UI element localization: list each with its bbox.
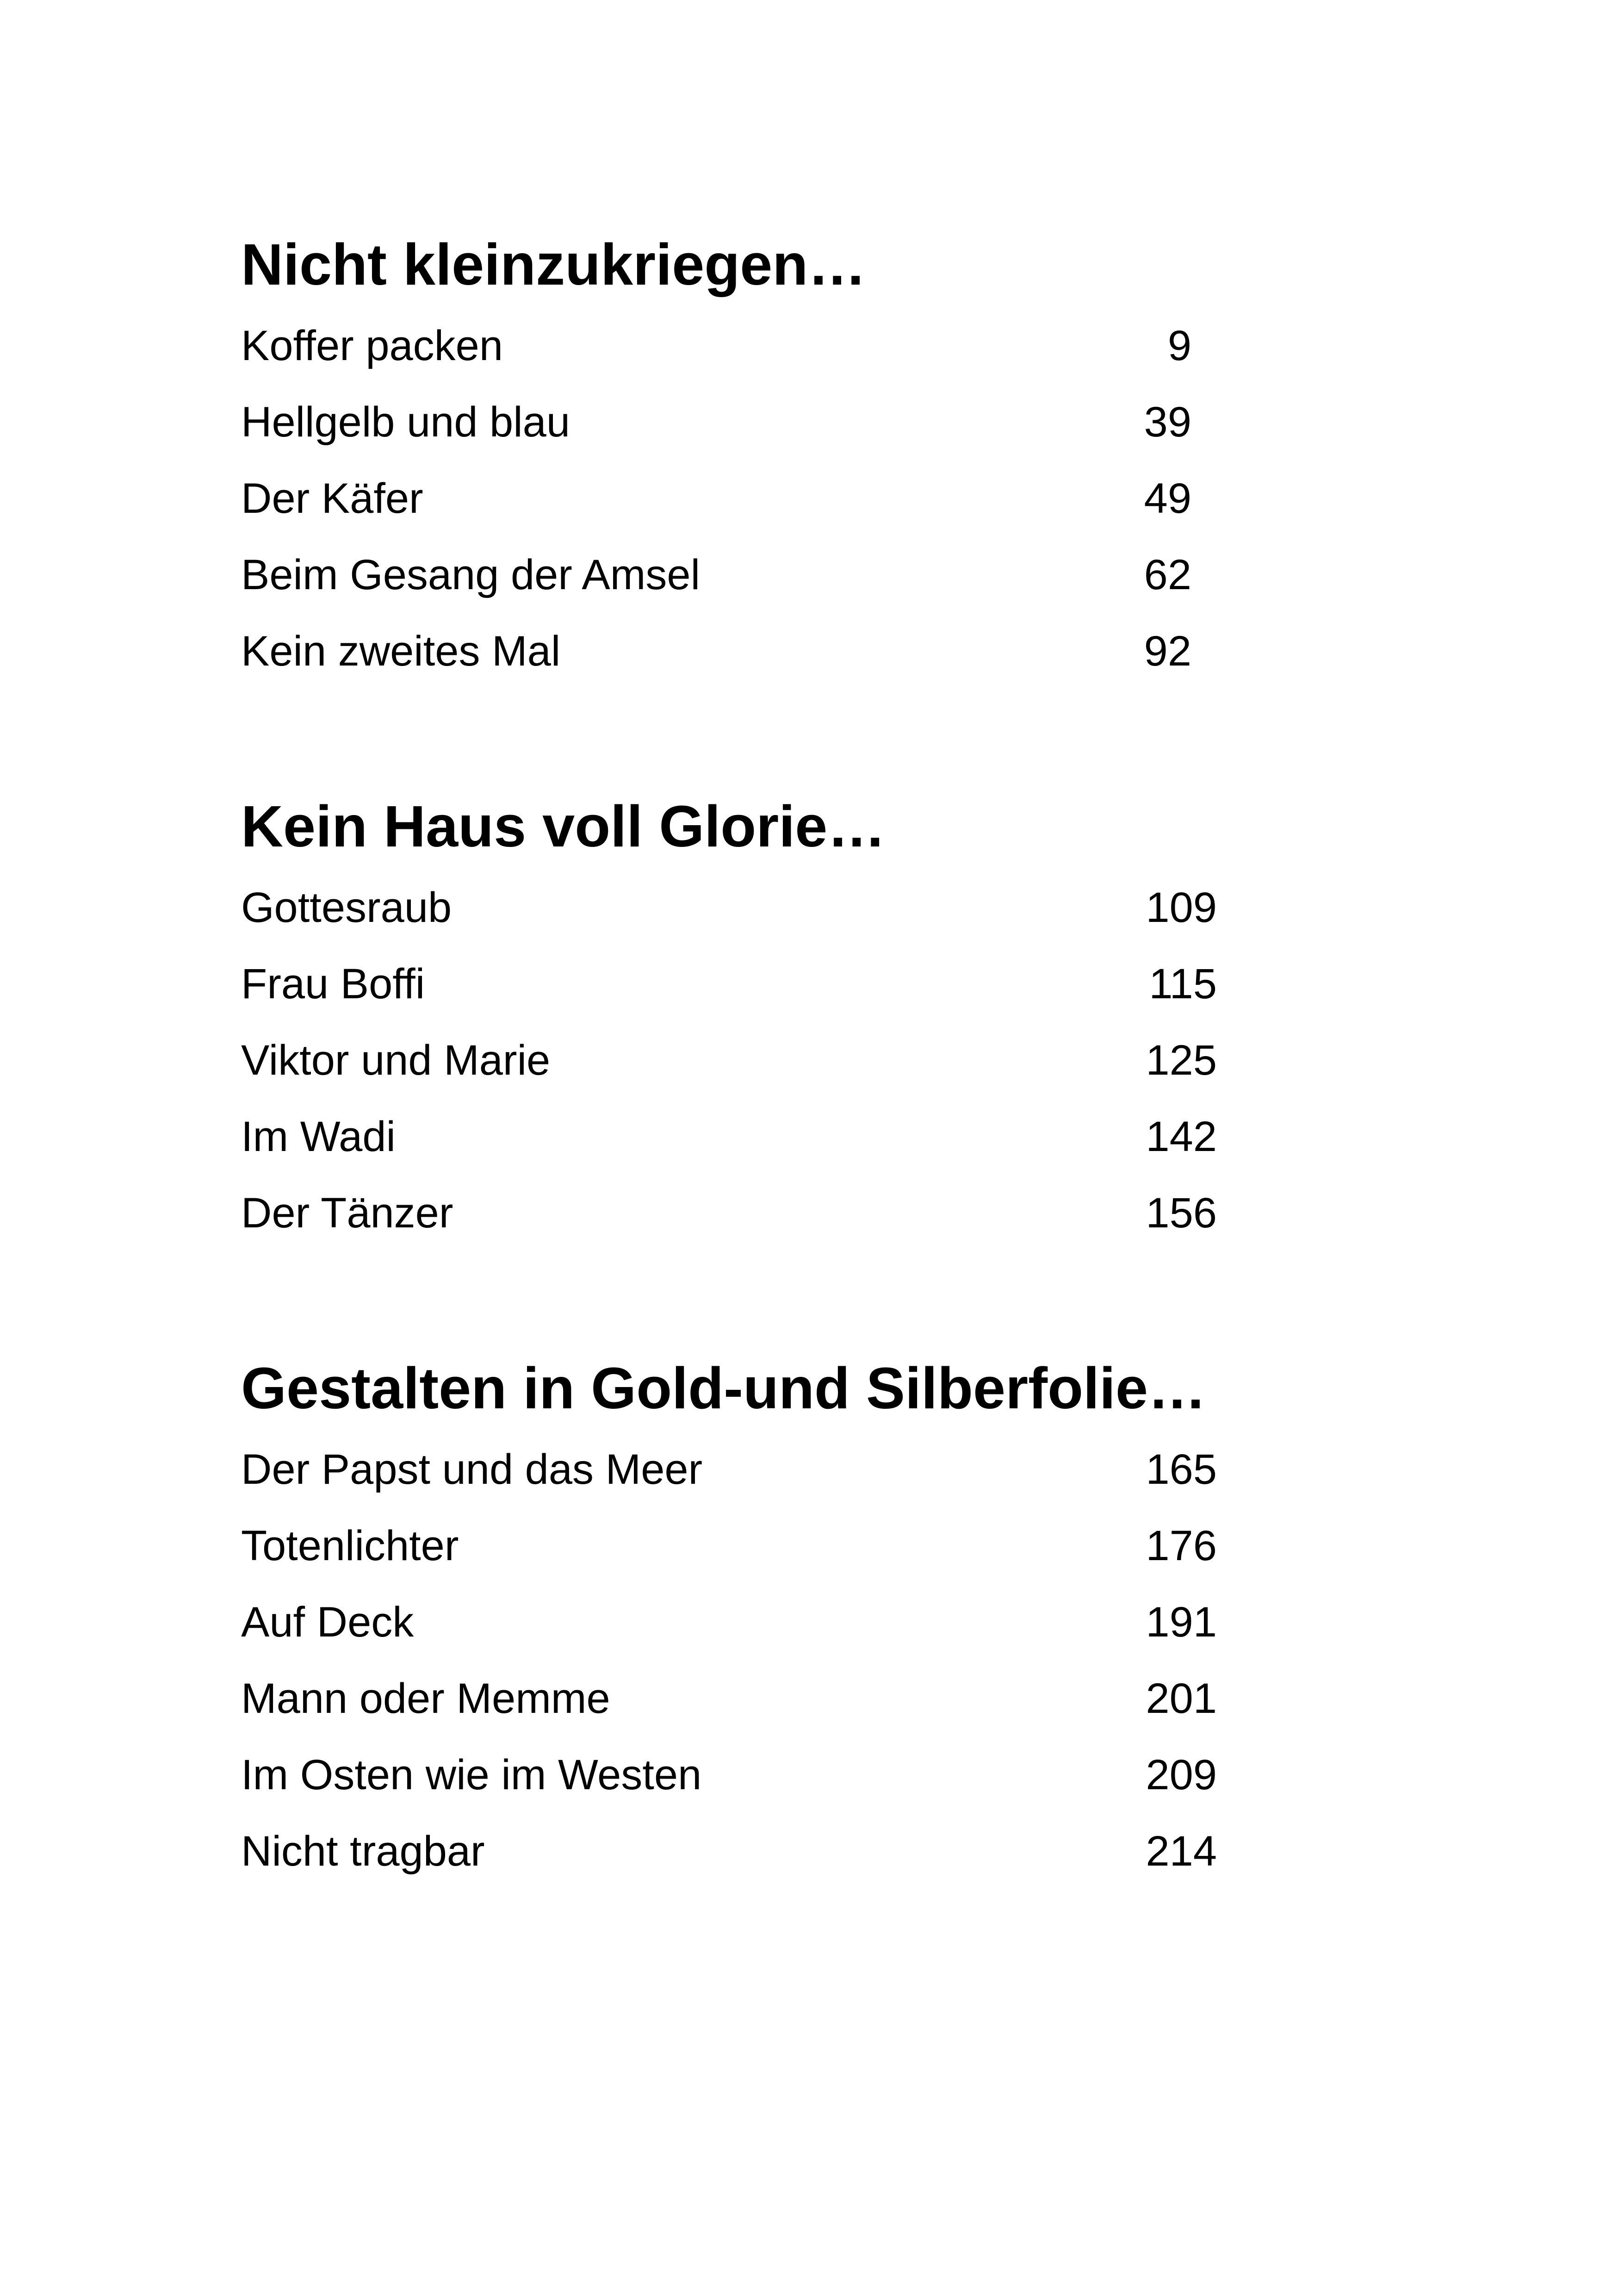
toc-entry [0,1749,1618,1826]
toc-entry [0,320,1618,397]
entry-page-number: 115 [1149,960,1217,1008]
section-title: Gestalten in Gold-und Silberfolie… [241,1356,1207,1421]
entry-title: Auf Deck [241,1599,414,1646]
section-title: Nicht kleinzukriegen… [241,232,867,297]
entry-page-number: 191 [1146,1599,1217,1646]
toc-entry [0,1673,1618,1749]
toc-entry [0,1520,1618,1597]
entry-title: Der Papst und das Meer [241,1446,703,1493]
entry-title: Kein zweites Mal [241,628,561,675]
entry-title: Koffer packen [241,322,503,369]
entry-page-number: 209 [1146,1751,1217,1798]
entry-title: Frau Boffi [241,960,425,1008]
entry-title: Im Osten wie im Westen [241,1751,702,1798]
entry-page-number: 92 [1144,628,1191,675]
toc-entry [0,473,1618,549]
entry-title: Beim Gesang der Amsel [241,551,701,598]
entry-title: Nicht tragbar [241,1828,485,1875]
toc-entry [0,397,1618,473]
entry-title: Mann oder Memme [241,1675,610,1722]
toc-entry [0,1035,1618,1111]
entry-page-number: 9 [1167,322,1191,369]
entry-title: Hellgelb und blau [241,398,570,446]
section-title: Kein Haus voll Glorie… [241,794,886,859]
toc-entry [0,549,1618,626]
entry-page-number: 156 [1146,1189,1217,1237]
entry-page-number: 109 [1146,884,1217,931]
entry-page-number: 165 [1146,1446,1217,1493]
entry-page-number: 39 [1144,398,1191,446]
toc-entry [0,626,1618,702]
entry-title: Gottesraub [241,884,452,931]
toc-entry [0,882,1618,958]
entry-title: Der Tänzer [241,1189,453,1237]
toc-entry [0,1188,1618,1264]
entry-page-number: 176 [1146,1522,1217,1569]
toc-entry [0,958,1618,1035]
toc-entry [0,1597,1618,1673]
entry-page-number: 201 [1146,1675,1217,1722]
entry-page-number: 142 [1146,1113,1217,1160]
entry-page-number: 214 [1146,1828,1217,1875]
entry-page-number: 49 [1144,475,1191,522]
entry-title: Im Wadi [241,1113,396,1160]
entry-title: Totenlichter [241,1522,459,1569]
entry-title: Viktor und Marie [241,1037,551,1084]
entry-page-number: 62 [1144,551,1191,598]
toc-entry [0,1826,1618,1902]
entry-title: Der Käfer [241,475,423,522]
entry-page-number: 125 [1146,1037,1217,1084]
toc-entry [0,1444,1618,1520]
toc-entry [0,1111,1618,1188]
